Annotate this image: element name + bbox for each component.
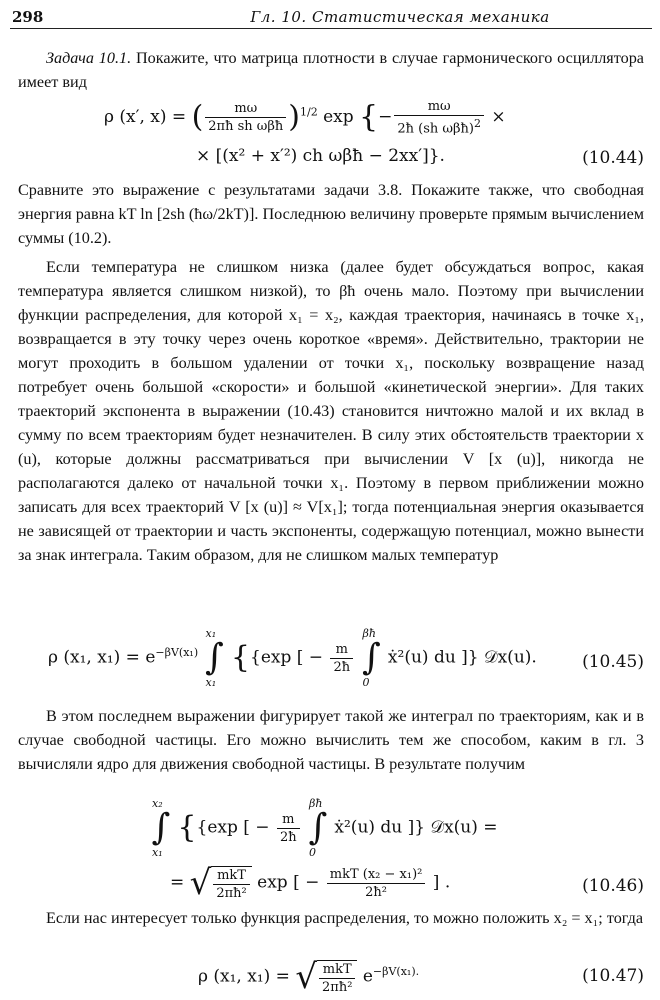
paragraph-temperature: Если температура не слишком низка (далее будет обсуждаться вопрос, какая температура является слишком низкой), то βħ очень мало. Поэтому при вычислении функции распределения, для которой x₁ = x₂, каждая траектория, начинаясь в точке x₁, возвращается в эту точку через очень короткое «время». Действительно, трактории не могут проходить в большом удалении от точки x₁, поскольку возвращение назад потребует очень большой «скорости» и большой «кинетической энергии». Для таких траекторий экспонента в выражении (10.43) становится ничтожно малой и их вклад в сумму по всем траекториям будет незначителен. В силу этих обстоятельств траектории x (u), которые должны рассматриваться при вычислении V [x (u)], никогда не располагаются далеко от начальной точки x₁. Поэтому в первом приближении можно записать для всех траекторий V [x (u)] ≈ V[x₁]; тогда потенциальная энергия оказывается не зависящей от траектории и часть экспоненты, содержащую потенциал, можно вынести за знак интеграла. Таким образом, для не слишком малых температур [18,258,644,564]
time-integral-sign: ∫ βħ 0 [362,627,381,689]
equation-10-44-line2: × [(x² + x′²) ch ωβħ − 2xx′]}. [196,146,445,166]
equation-10-46-line2: = √ $\frac{\text{mkT}}{\text{2πħ²}}$ exp [ − $\frac{\text{mkT (x₂ − x₁)²}}{\text{2ħ²}}$ ] . [170,863,451,903]
eq44-power: 1/2 [300,105,318,119]
equation-10-47: ρ (x₁, x₁) = √ $\frac{\text{mkT}}{\text{2πħ²}}$ $e^{-\beta V(x_1).}$ [198,957,420,997]
task-text: Покажите, что матрица плотности в случае гармонического осциллятора имеет вид [18,49,644,91]
paragraph-compare: Сравните это выражение с результатами задачи 3.8. Покажите также, что свободная энергия равна kT ln [2sh (ħω/2kT)]. Последнюю величину проверьте прямым вычислением суммы (10.2). [18,181,644,247]
equation-number-10-46: (10.46) [582,876,644,896]
running-title: Гл. 10. Статистическая механика [250,8,550,26]
equation-number-10-45: (10.45) [582,652,644,672]
equation-10-45: ρ (x₁, $x_1) = e^{-\beta V(x_1)}$ ∫ x₁ x₁ {{exp [ − $\frac{m}{2ħ}$ ∫ βħ 0 ẋ²(u) du ]} 𝒟x(u). [48,627,537,689]
eq44-exp: exp [323,107,354,128]
task-label: Задача 10.1. [46,49,132,67]
eq44-times: × [491,107,506,128]
eq44-lhs: ρ (x′, x) = [104,107,187,128]
page-number: 298 [12,8,44,26]
equation-number-10-44: (10.44) [582,148,644,168]
running-header [10,6,650,28]
paragraph-distribution: Если нас интересует только функция распределения, то можно положить x₂ = x₁; тогда [46,909,644,927]
equation-10-44-line1: ρ (x′, x) = ( $\frac{m\omega}{\text{2πħ sh ωβħ}}$ )$^{1/2}$ exp {− $\frac{m\omega}{2ħ (sh \omega\beta ħ)^2}$ × [104,99,506,137]
task-statement [18,46,644,94]
path-integral-sign: ∫ x₁ x₁ [205,627,224,689]
eq44-frac2: $\frac{m\omega}{2ħ (sh \omega\beta ħ)^2}$ [394,100,484,135]
equation-number-10-47: (10.47) [582,966,644,986]
paragraph-free-particle: В этом последнем выражении фигурирует такой же интеграл по траекториям, как и в случае свободной частицы. Его можно вычислить тем же способом, каким в гл. 3 вычисляли ядро для движения свободной частицы. В результате получим [18,707,644,773]
eq44-frac1: $\frac{m\omega}{\text{2πħ sh ωβħ}}$ [205,102,286,133]
header-rule [10,28,652,29]
equation-10-46-line1: ∫ x₂ x₁ {{exp [ − $\frac{m}{2ħ}$ ∫ βħ 0 ẋ²(u) du ]} 𝒟x(u) = [151,797,498,859]
